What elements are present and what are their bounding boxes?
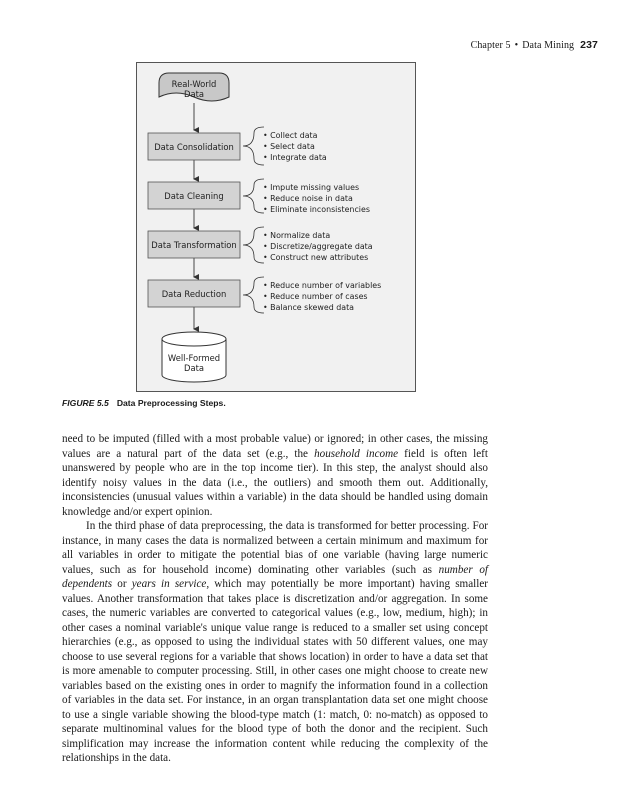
bullet-item: • Normalize data bbox=[263, 231, 331, 240]
step-data-reduction bbox=[148, 277, 381, 313]
paragraph: need to be imputed (filled with a most probable value) or ignored; in other cases, the missing values are a natural part of the data set (e.g., the household income field is often left unanswered by people who are in the top income tier). In this step, the analyst should also identify noisy values in the data (i.e., the outliers) and smooth them out. Additionally, inconsistencies (unusual values within a variable) in the data should be handled using domain knowledge and/or expert opinion. bbox=[62, 433, 488, 518]
start-node-line1: Real-World bbox=[171, 79, 217, 89]
brace bbox=[243, 179, 264, 213]
step-label: Data Transformation bbox=[151, 240, 237, 250]
step-label: Data Consolidation bbox=[154, 142, 234, 152]
bullet-item: • Balance skewed data bbox=[263, 303, 355, 312]
end-node-well-formed-data-cylinder bbox=[162, 332, 226, 382]
step-label: Data Reduction bbox=[161, 289, 227, 299]
brace bbox=[243, 227, 264, 263]
section-label: Data Mining bbox=[522, 40, 575, 51]
bullet-item: • Eliminate inconsistencies bbox=[263, 205, 370, 214]
step-data-consolidation bbox=[148, 127, 327, 165]
bullet-item: • Reduce number of cases bbox=[263, 292, 368, 301]
caption-label: FIGURE 5.5 bbox=[62, 398, 109, 408]
end-node-line2: Data bbox=[184, 363, 204, 373]
step-label: Data Cleaning bbox=[164, 191, 224, 201]
bullet-item: • Discretize/aggregate data bbox=[263, 242, 373, 251]
step-data-transformation bbox=[148, 227, 373, 263]
paragraph: In the third phase of data preprocessing, the data is transformed for better processing. For instance, in many cases the data is normalized between a certain minimum and maximum for all variables in order to mitigate the potential bias of one variable (having large numeric values, such as for household income) dominating other variables (such as number of dependents or years in service, which may potentially be more important) having smaller values. Another transformation that takes place is discretization and/or aggregation. In some cases, the numeric variables are converted to categorical values (e.g., low, medium, high); in other cases a nominal variable's unique value range is reduced to a smaller set using concept hierarchies (e.g., as opposed to using the individual states with 50 different values, one may choose to use several regions for a variable that shows location) in order to have a data set that is more amenable to computer processing. Still, in other cases one might choose to create new variables based on the existing ones in order to magnify the information found in a collection of variables in the data set. For instance, in an organ transplantation data set one might choose to use a single variable showing the blood-type match (1: match, 0: no-match) as opposed to separate multinominal values for the blood type of both the donor and the recipient. Such simplification may increase the information content while reducing the complexity of the relationships in the data. bbox=[62, 520, 488, 764]
caption-text: Data Preprocessing Steps. bbox=[116, 398, 226, 408]
bullet-item: • Reduce noise in data bbox=[263, 194, 353, 203]
flowchart bbox=[137, 63, 417, 393]
figure-caption bbox=[62, 398, 226, 408]
bullet-item: • Construct new attributes bbox=[263, 253, 369, 262]
step-data-cleaning bbox=[148, 179, 370, 214]
separator-dot: • bbox=[514, 40, 519, 51]
chapter-label: Chapter 5 bbox=[470, 40, 511, 51]
brace bbox=[243, 127, 264, 165]
body-text bbox=[62, 432, 488, 766]
bullet-item: • Integrate data bbox=[263, 153, 327, 162]
bullet-item: • Collect data bbox=[263, 131, 318, 140]
bullet-item: • Reduce number of variables bbox=[263, 281, 382, 290]
page-number: 237 bbox=[580, 39, 598, 51]
start-node-real-world-data bbox=[159, 73, 229, 101]
bullet-item: • Select data bbox=[263, 142, 315, 151]
brace bbox=[243, 277, 264, 313]
bullet-item: • Impute missing values bbox=[263, 183, 360, 192]
end-node-line1: Well-Formed bbox=[167, 353, 221, 363]
running-header bbox=[471, 39, 598, 51]
figure-data-preprocessing bbox=[136, 62, 416, 392]
start-node-line2: Data bbox=[184, 89, 204, 99]
